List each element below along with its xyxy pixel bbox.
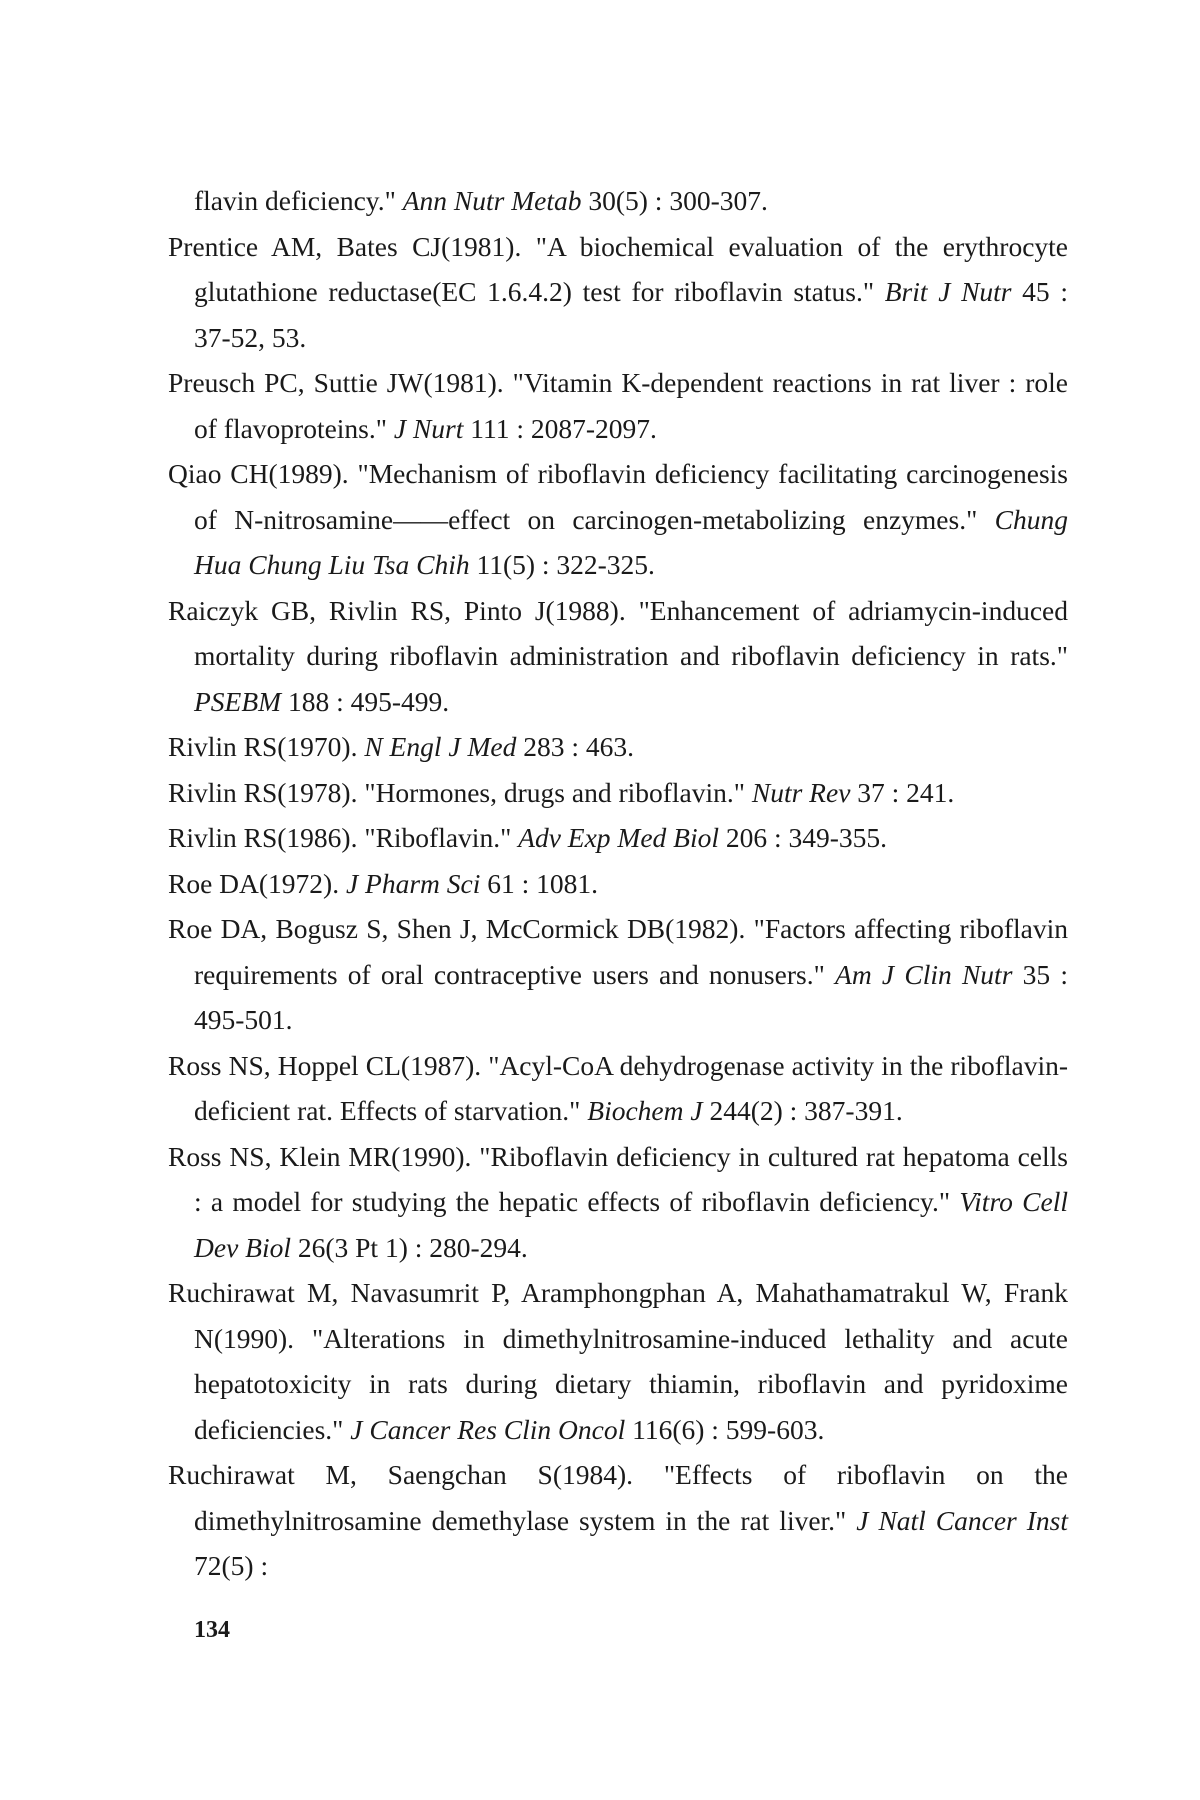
journal-name: Ann Nutr Metab bbox=[402, 185, 582, 216]
reference-text: Roe DA, Bogusz S, Shen J, McCormick DB(1982). "Factors affecting riboflavin requirements of oral contraceptive users and nonusers." bbox=[168, 913, 1068, 990]
reference-citation: 11(5) : 322-325. bbox=[469, 549, 655, 580]
reference-entry bbox=[168, 360, 1068, 451]
journal-name: J Pharm Sci bbox=[345, 867, 481, 899]
reference-citation: 283 : 463. bbox=[516, 731, 634, 762]
reference-entry bbox=[168, 906, 1068, 1043]
reference-text: Roe DA(1972). bbox=[168, 867, 346, 899]
reference-citation: 188 : 495-499. bbox=[281, 685, 450, 717]
reference-entry bbox=[168, 861, 1068, 907]
reference-entry bbox=[168, 1452, 1068, 1589]
reference-citation: 35 : 495-501. bbox=[194, 958, 1069, 1035]
reference-citation: 111 : 2087-2097. bbox=[463, 412, 657, 444]
reference-text: Ross NS, Klein MR(1990). "Riboflavin deficiency in cultured rat hepatoma cells : a model for studying the hepatic effects of riboflavin deficiency." bbox=[168, 1140, 1068, 1217]
journal-name: Brit J Nutr bbox=[884, 276, 1012, 307]
reference-entry bbox=[168, 1043, 1068, 1134]
journal-name: Vitro Cell Dev Biol bbox=[194, 1186, 1068, 1263]
reference-citation: 45 : 37-52, 53. bbox=[194, 276, 1068, 353]
reference-entry bbox=[168, 588, 1068, 725]
journal-name: Chung Hua Chung Liu Tsa Chih bbox=[194, 503, 1068, 580]
reference-text: Ruchirawat M, Navasumrit P, Aramphongphan A, Mahathamatrakul W, Frank N(1990). "Alterations in dimethylnitrosamine-induced lethality and acute hepatotoxicity in rats during dietary thiamin, riboflavin and pyridoxime deficiencies." bbox=[168, 1277, 1068, 1445]
journal-name: J Nurt bbox=[393, 412, 464, 444]
reference-text: flavin deficiency." bbox=[194, 185, 403, 216]
journal-name: Am J Clin Nutr bbox=[835, 958, 1013, 990]
reference-text: Raiczyk GB, Rivlin RS, Pinto J(1988). "Enhancement of adriamycin-induced mortality during riboflavin administration and riboflavin deficiency in rats." bbox=[168, 594, 1068, 671]
reference-citation: 244(2) : 387-391. bbox=[702, 1095, 903, 1126]
reference-entry bbox=[168, 724, 1068, 770]
journal-name: Adv Exp Med Biol bbox=[518, 822, 719, 853]
journal-name: Nutr Rev bbox=[751, 776, 851, 808]
reference-text: Qiao CH(1989). "Mechanism of riboflavin deficiency facilitating carcinogenesis of N-nitrosamine——effect on carcinogen-metabolizing enzymes." bbox=[168, 458, 1068, 535]
journal-name: N Engl J Med bbox=[364, 731, 517, 762]
reference-list bbox=[168, 178, 1068, 1589]
reference-text: Rivlin RS(1978). "Hormones, drugs and riboflavin." bbox=[168, 776, 752, 808]
reference-text: Prentice AM, Bates CJ(1981). "A biochemical evaluation of the erythrocyte glutathione reductase(EC 1.6.4.2) test for riboflavin status." bbox=[168, 230, 1068, 307]
reference-text: Preusch PC, Suttie JW(1981). "Vitamin K-dependent reactions in rat liver : role of flavoproteins." bbox=[168, 367, 1068, 444]
journal-name: PSEBM bbox=[194, 685, 282, 717]
reference-citation: 206 : 349-355. bbox=[719, 822, 888, 853]
reference-citation: 116(6) : 599-603. bbox=[625, 1413, 825, 1445]
reference-citation: 37 : 241. bbox=[850, 776, 955, 808]
journal-name: Biochem J bbox=[587, 1095, 703, 1126]
reference-entry bbox=[168, 1270, 1068, 1452]
reference-citation: 72(5) : bbox=[194, 1550, 269, 1581]
reference-citation: 26(3 Pt 1) : 280-294. bbox=[290, 1231, 528, 1263]
reference-text: Ross NS, Hoppel CL(1987). "Acyl-CoA dehydrogenase activity in the riboflavin-deficient rat. Effects of starvation." bbox=[168, 1049, 1068, 1126]
page-number: 134 bbox=[194, 1617, 230, 1643]
reference-citation: 30(5) : 300-307. bbox=[581, 185, 768, 216]
journal-name: J Cancer Res Clin Oncol bbox=[350, 1413, 626, 1445]
reference-entry bbox=[168, 815, 1068, 861]
reference-entry bbox=[168, 224, 1068, 361]
reference-entry bbox=[168, 770, 1068, 816]
reference-entry bbox=[168, 451, 1068, 588]
journal-name: J Natl Cancer Inst bbox=[856, 1504, 1068, 1536]
reference-text: Rivlin RS(1970). bbox=[168, 731, 365, 762]
reference-text: Ruchirawat M, Saengchan S(1984). "Effects of riboflavin on the dimethylnitrosamine demethylase system in the rat liver." bbox=[168, 1459, 1068, 1536]
reference-citation: 61 : 1081. bbox=[480, 867, 599, 899]
reference-entry bbox=[168, 178, 1068, 224]
reference-text: Rivlin RS(1986). "Riboflavin." bbox=[168, 822, 519, 853]
reference-entry bbox=[168, 1134, 1068, 1271]
